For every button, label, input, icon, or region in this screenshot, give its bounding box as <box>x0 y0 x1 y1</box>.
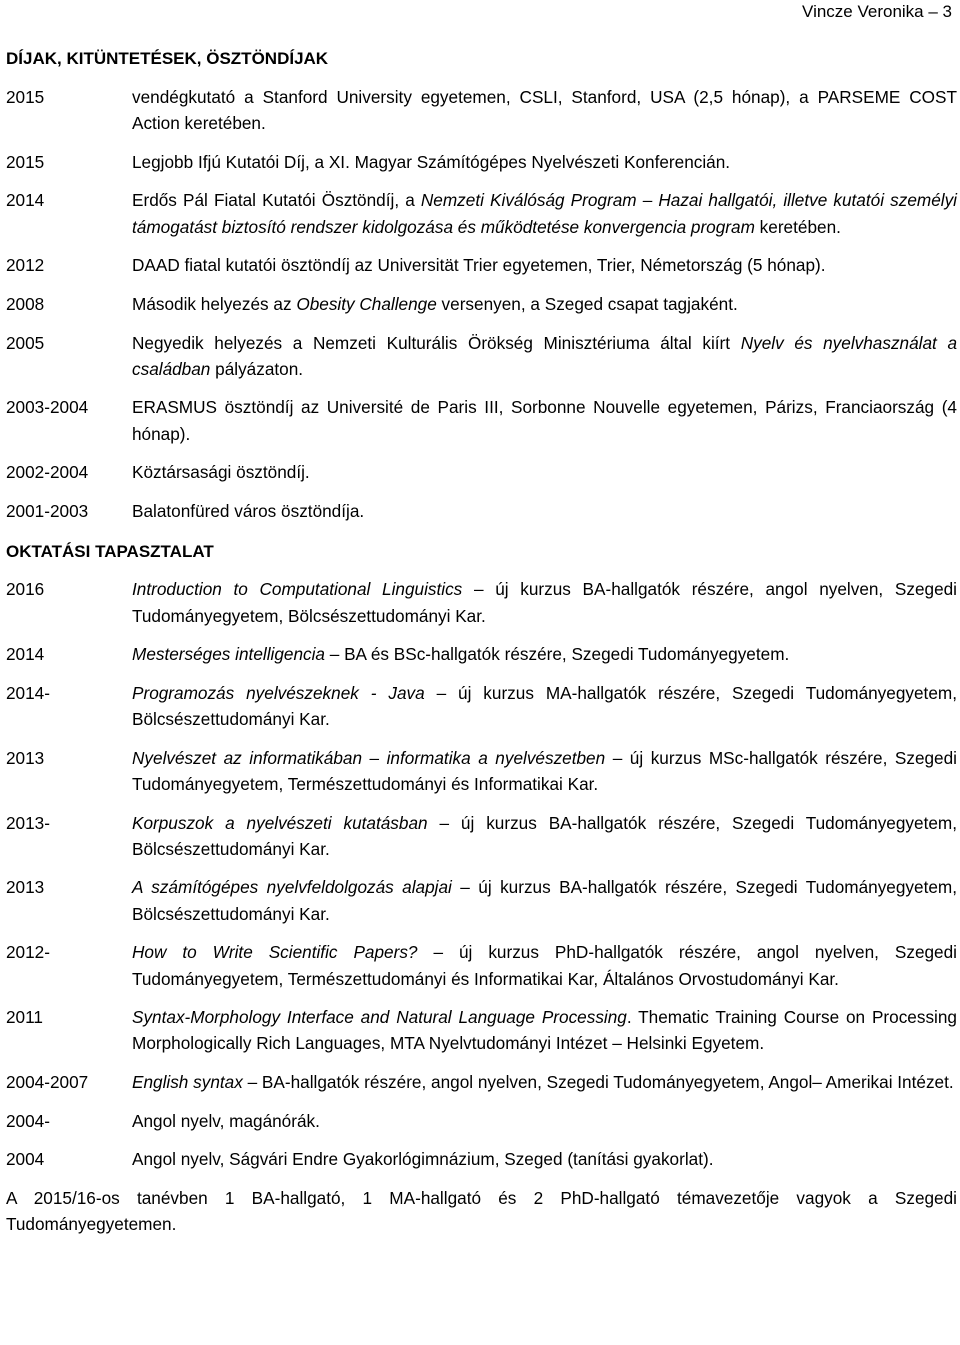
entry-title-italic: Nyelvészet az informatikában – informatika a nyelvészetben <box>132 747 606 768</box>
entry-text-segment: Köztársasági ösztöndíj. <box>132 462 310 483</box>
entry-title-italic: English syntax <box>132 1072 243 1093</box>
entry-text-segment: pályázaton. <box>210 358 304 379</box>
entry-row <box>6 745 957 798</box>
entry-text <box>132 149 957 175</box>
entry-text <box>132 576 957 629</box>
entry-row <box>6 810 957 863</box>
entry-row <box>6 1004 957 1057</box>
entry-text <box>132 1069 957 1095</box>
entry-title-italic: Mesterséges intelligencia <box>132 644 325 665</box>
entry-text <box>132 330 957 383</box>
entry-text-segment: Balatonfüred város ösztöndíja. <box>132 500 365 521</box>
entry-row <box>6 149 957 175</box>
entry-text-segment: Angol nyelv, magánórák. <box>132 1110 320 1131</box>
entry-text <box>132 1004 957 1057</box>
entry-row <box>6 498 957 524</box>
entry-year: 2001-2003 <box>6 500 89 521</box>
section-title: DÍJAK, KITÜNTETÉSEK, ÖSZTÖNDÍJAK <box>6 49 329 68</box>
entry-text <box>132 810 957 863</box>
entry-year: 2016 <box>6 579 45 600</box>
entry-year: 2015 <box>6 87 45 107</box>
entry-title-italic: Syntax-Morphology Interface and Natural Language Processing <box>132 1007 627 1028</box>
entry-title-italic: How to Write Scientific Papers? <box>132 942 418 963</box>
entry-year: 2013 <box>6 877 45 898</box>
entry-title-italic: Korpuszok a nyelvészeti kutatásban <box>132 812 428 833</box>
entry-title-italic: Introduction to Computational Linguistics <box>132 579 463 600</box>
entry-row <box>6 252 957 278</box>
entry-text <box>132 84 957 137</box>
entry-text-segment: – új kurzus MA-hallgatók részére, Szegedi Tudományegyetem, Bölcsészettudományi Kar. <box>132 682 957 730</box>
entry-text <box>132 394 957 447</box>
entry-year: 2012- <box>6 942 50 963</box>
entry-year: 2005 <box>6 332 45 353</box>
entry-text <box>132 1146 957 1172</box>
entry-text-segment: ERASMUS ösztöndíj az Université de Paris III, Sorbonne Nouvelle egyetemen, Párizs, Franciaország (4 hónap). <box>132 397 957 444</box>
entry-title-italic: Nemzeti Kiválóság Program – Hazai hallgatói, illetve kutatói személyi támogatást biztosító rendszer kidolgozása és működtetése konvergencia program <box>132 190 957 237</box>
entry-title-italic: Programozás nyelvészeknek - Java <box>132 682 425 703</box>
entry-row <box>6 680 957 733</box>
entry-text-segment: . Thematic Training Course on Processing Morphologically Rich Languages, MTA Nyelvtudományi Intézet – Helsinki Egyetem. <box>132 1007 957 1054</box>
entry-title-italic: A számítógépes nyelvfeldolgozás alapjai <box>132 877 452 898</box>
entry-text <box>132 745 957 798</box>
entry-row <box>6 576 957 629</box>
entry-text-segment: – új kurzus BA-hallgatók részére, angol nyelven, Szegedi Tudományegyetem, Bölcsészettudományi Kar. <box>132 579 958 626</box>
entry-text-segment: – új kurzus MSc-hallgatók részére, Szegedi Tudományegyetem, Természettudományi és Informatikai Kar. <box>132 747 957 794</box>
entry-text-segment: – új kurzus BA-hallgatók részére, Szegedi Tudományegyetem, Bölcsészettudományi Kar. <box>132 812 958 859</box>
entry-year: 2014 <box>6 190 45 211</box>
entry-text-segment: Negyedik helyezés a Nemzeti Kulturális Örökség Minisztériuma által kiírt <box>132 332 741 353</box>
entry-row <box>6 459 957 485</box>
entry-title-italic: Nyelv és nyelvhasználat a családban <box>132 332 958 379</box>
entry-row <box>6 641 957 667</box>
sections-container <box>6 46 957 1173</box>
entry-text-segment: Erdős Pál Fiatal Kutatói Ösztöndíj, a <box>132 190 421 211</box>
entry-row <box>6 874 957 927</box>
entry-year: 2013 <box>6 747 45 768</box>
entry-year: 2012 <box>6 255 45 276</box>
entry-text-segment: – új kurzus PhD-hallgatók részére, angol nyelven, Szegedi Tudományegyetem, Természettudományi és Informatikai Kar, Általános Orvostudományi Kar. <box>132 942 957 989</box>
entry-text <box>132 187 957 240</box>
entry-text <box>132 291 957 317</box>
entry-text-segment: vendégkutató a Stanford University egyetemen, CSLI, Stanford, USA (2,5 hónap), a PARSEME COST Action keretében. <box>132 87 957 134</box>
entry-text <box>132 1108 957 1134</box>
entry-row <box>6 394 957 447</box>
entry-row <box>6 1069 957 1095</box>
entry-text-segment: keretében. <box>754 216 841 237</box>
entry-year: 2008 <box>6 293 45 314</box>
section-title: OKTATÁSI TAPASZTALAT <box>6 542 214 562</box>
entry-year: 2015 <box>6 151 45 172</box>
entry-year: 2011 <box>6 1007 43 1028</box>
entry-row <box>6 1146 957 1172</box>
entry-text <box>132 498 957 524</box>
entry-year: 2014- <box>6 682 50 703</box>
supervision-note: A 2015/16-os tanévben 1 BA-hallgató, 1 MA-hallgató és 2 PhD-hallgató témavezetője vagyok a Szegedi Tudományegyetemen. <box>6 1187 957 1235</box>
entry-year: 2004- <box>6 1110 50 1131</box>
entry-text-segment: versenyen, a Szeged csapat tagjaként. <box>436 293 738 314</box>
entry-year: 2003-2004 <box>6 397 89 418</box>
entry-row <box>6 330 957 383</box>
entry-row <box>6 1108 957 1134</box>
entry-row <box>6 187 957 240</box>
entry-text-segment: Angol nyelv, Ságvári Endre Gyakorlógimnázium, Szeged (tanítási gyakorlat). <box>132 1149 714 1170</box>
entry-text-segment: – BA és BSc-hallgatók részére, Szegedi Tudományegyetem. <box>324 644 790 665</box>
entry-text <box>132 252 957 278</box>
entry-text <box>132 459 957 485</box>
entry-year: 2004-2007 <box>6 1072 89 1093</box>
entry-row <box>6 939 957 992</box>
entry-year: 2014 <box>6 644 45 665</box>
entry-row <box>6 84 957 137</box>
entry-year: 2013- <box>6 812 50 833</box>
page-header: Vincze Veronika – 3 <box>802 2 952 21</box>
entry-text-segment: Legjobb Ifjú Kutatói Díj, a XI. Magyar Számítógépes Nyelvészeti Konferencián. <box>132 151 731 172</box>
entry-row <box>6 291 957 317</box>
entry-text <box>132 641 957 667</box>
entry-text-segment: – új kurzus BA-hallgatók részére, Szegedi Tudományegyetem, Bölcsészettudományi Kar. <box>132 877 958 924</box>
entry-text-segment: Második helyezés az <box>132 293 297 314</box>
entry-year: 2002-2004 <box>6 462 89 483</box>
entry-text <box>132 680 957 733</box>
entry-year: 2004 <box>6 1149 45 1170</box>
entry-text <box>132 874 957 927</box>
entry-text <box>132 939 957 992</box>
entry-title-italic: Obesity Challenge <box>296 293 437 314</box>
document-body <box>6 46 957 1237</box>
entry-text-segment: – BA-hallgatók részére, angol nyelven, Szegedi Tudományegyetem, Angol– Amerikai Intézet. <box>242 1072 954 1093</box>
entry-text-segment: DAAD fiatal kutatói ösztöndíj az Universität Trier egyetemen, Trier, Németország (5 hónap). <box>132 255 826 276</box>
